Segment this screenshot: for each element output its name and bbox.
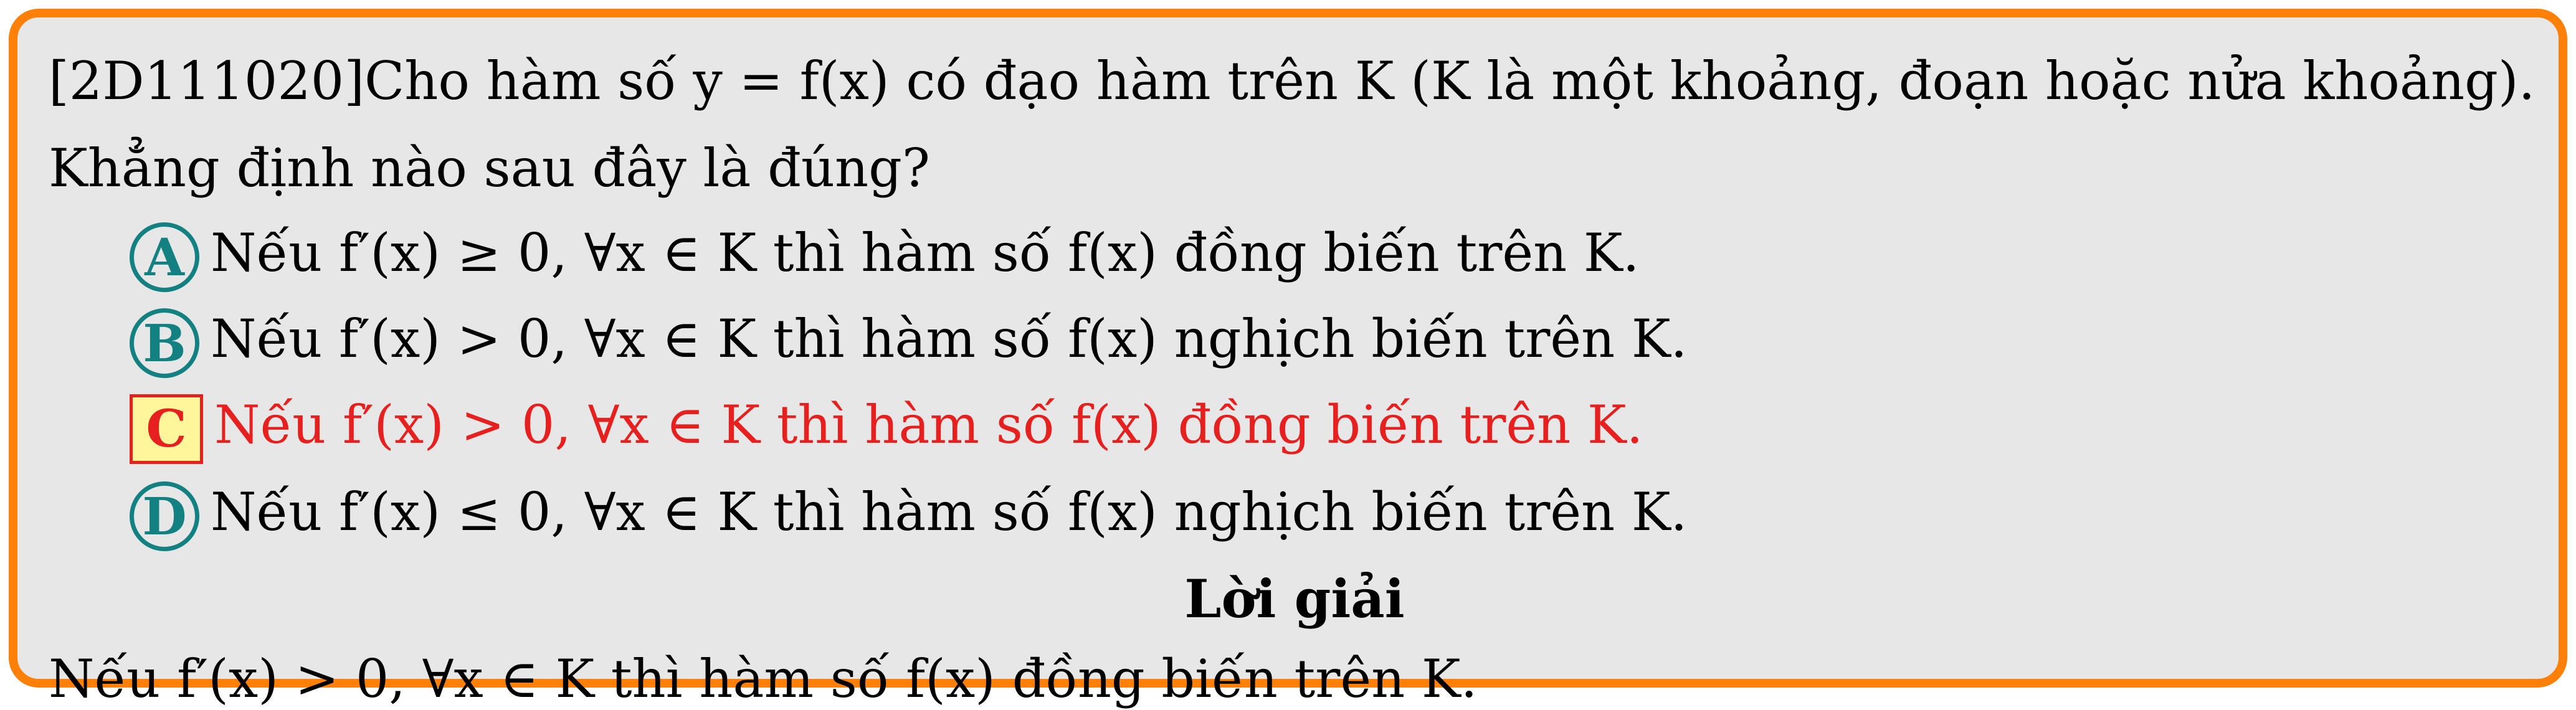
option-b[interactable] bbox=[130, 308, 1687, 378]
question-card bbox=[9, 9, 2567, 709]
option-c-correct[interactable] bbox=[130, 394, 1643, 464]
option-a[interactable] bbox=[130, 222, 1639, 292]
option-b-text: Nếu f′(x) > 0, ∀x ∈ K thì hàm số f(x) nghịch biến trên K. bbox=[211, 308, 1688, 369]
option-b-badge[interactable]: B bbox=[130, 308, 199, 378]
question-line-1: [2D111020]Cho hàm số y = f(x) có đạo hàm trên K (K là một khoảng, đoạn hoặc nửa khoảng). bbox=[49, 50, 2536, 111]
option-a-badge[interactable]: A bbox=[130, 222, 199, 292]
option-d-text: Nếu f′(x) ≤ 0, ∀x ∈ K thì hàm số f(x) nghịch biến trên K. bbox=[211, 481, 1688, 542]
question-line-2: Khẳng định nào sau đây là đúng? bbox=[49, 138, 930, 199]
option-d[interactable] bbox=[130, 481, 1687, 551]
option-c-text: Nếu f′(x) > 0, ∀x ∈ K thì hàm số f(x) đồng biến trên K. bbox=[214, 394, 1643, 455]
solution-heading: Lời giải bbox=[1184, 568, 1405, 630]
solution-text: Nếu f′(x) > 0, ∀x ∈ K thì hàm số f(x) đồng biến trên K. bbox=[49, 648, 1478, 709]
option-d-badge[interactable]: D bbox=[130, 481, 199, 551]
option-c-badge-correct[interactable]: C bbox=[130, 394, 203, 464]
option-a-text: Nếu f′(x) ≥ 0, ∀x ∈ K thì hàm số f(x) đồng biến trên K. bbox=[211, 222, 1640, 283]
